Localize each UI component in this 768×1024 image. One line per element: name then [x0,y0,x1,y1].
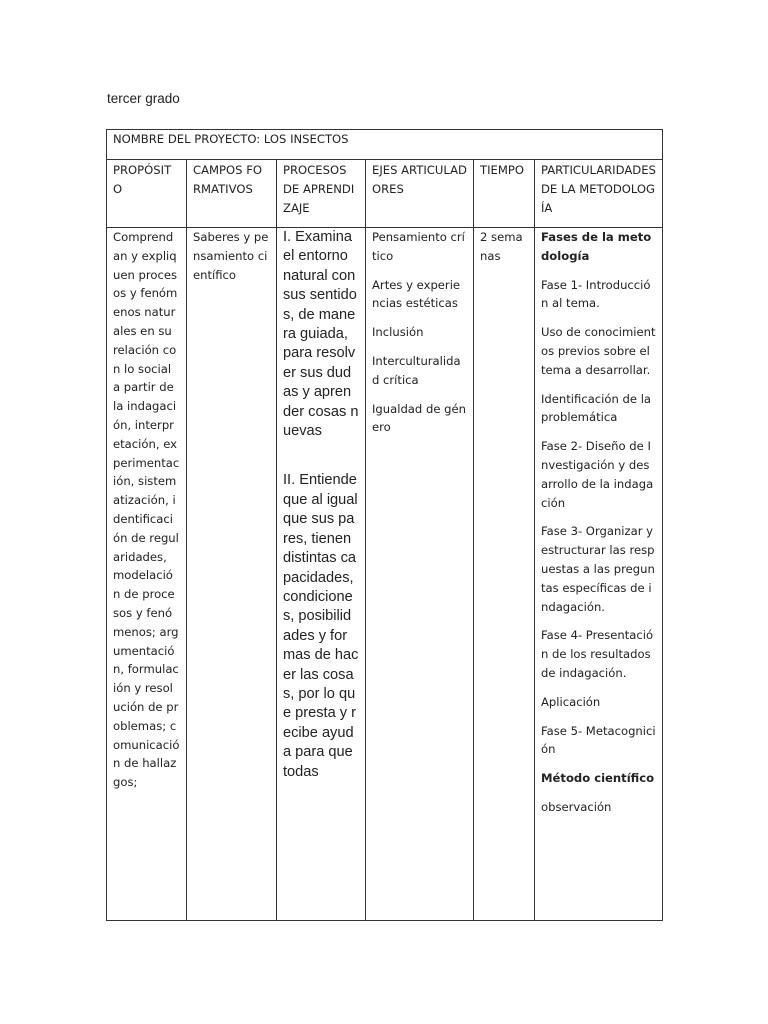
tiempo-text: 2 semanas [480,230,523,263]
cell-proposito [107,228,187,921]
metodologia-item: Fases de la metodología [541,230,652,263]
eje-item: Interculturalidad crítica [372,353,461,387]
cell-ejes [366,228,474,921]
col-header-proposito: PROPÓSITO [107,160,187,228]
metodologia-item: Fase 4- Presentación de los resultados de indagación. [541,628,654,680]
col-header-campos: CAMPOS FORMATIVOS [187,160,277,228]
cell-campos [187,228,277,921]
metodologia-item: observación [541,799,612,814]
project-table [106,129,663,921]
metodologia-item: Fase 5- Metacognición [541,723,656,757]
project-title: NOMBRE DEL PROYECTO: LOS INSECTOS [107,130,663,160]
header-row [107,160,663,228]
proceso-item: I. Examina el entorno natural con sus sentidos, de manera guiada, para resolver sus dudas y aprender cosas nuevas [283,229,359,440]
metodologia-item: Fase 2- Diseño de Investigación y desarrollo de la indagación [541,439,654,510]
col-header-procesos: PROCESOS DE APRENDIZAJE [277,160,366,228]
metodologia-item: Fase 1- Introducción al tema. [541,277,651,311]
grade-label: tercer grado [107,91,180,106]
col-header-ejes: EJES ARTICULADORES [366,160,474,228]
eje-item: Artes y experiencias estéticas [372,277,461,311]
proposito-text: Comprendan y expliquen procesos y fenómenos naturales en su relación con lo social a partir de la indagación, interpretación, experimentación, sistematización, identificación de regularidades, modelación de procesos y fenómenos; argumentación, formulación y resolución de problemas; comunicación de hallazgos; [113,230,180,790]
cell-tiempo [474,228,535,921]
cell-metodologia [535,228,663,921]
col-header-tiempo: TIEMPO [474,160,535,228]
eje-item: Pensamiento crítico [372,230,465,263]
campos-text: Saberes y pensamiento científico [193,230,269,282]
eje-item: Inclusión [372,325,424,340]
cell-procesos [277,228,366,921]
col-header-metodologia: PARTICULARIDADES DE LA METODOLOGÍA [535,160,663,228]
eje-item: Igualdad de género [372,401,466,435]
metodologia-item: Uso de conocimientos previos sobre el tema a desarrollar. [541,325,656,377]
metodologia-item: Fase 3- Organizar y estructurar las respuestas a las preguntas específicas de indagación. [541,524,655,614]
content-row [107,228,663,921]
metodologia-item: Identificación de la problemática [541,391,652,425]
metodologia-item: Método científico [541,771,655,786]
proceso-item: II. Entiende que al igual que sus pares, tienen distintas capacidades, condiciones, posibilidades y formas de hacer las cosas, por lo que presta y recibe ayuda para que todas [283,472,359,780]
metodologia-item: Aplicación [541,694,601,709]
